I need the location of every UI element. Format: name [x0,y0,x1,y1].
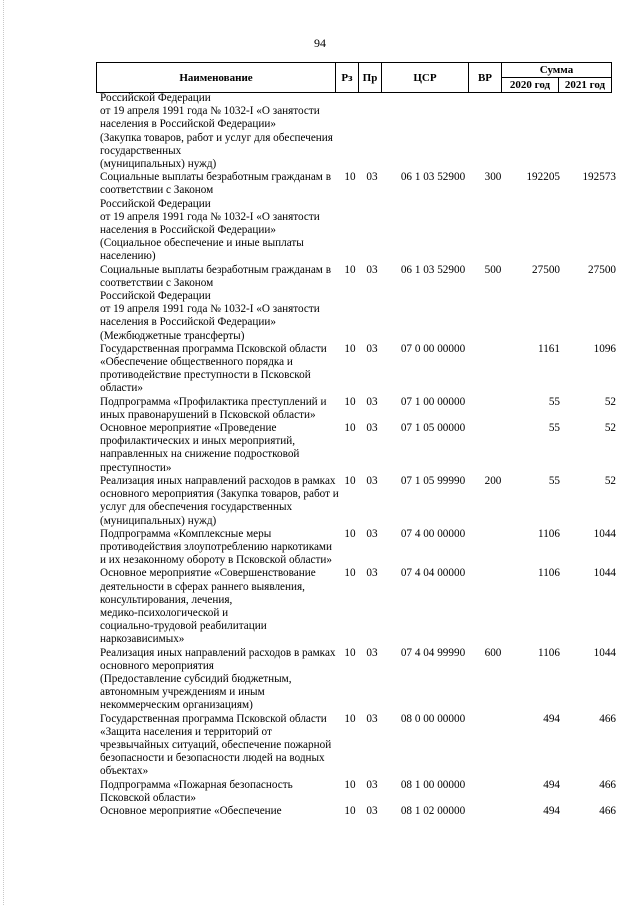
table-row [100,713,624,779]
row-y2021: 466 [599,712,616,725]
row-rz: 10 [344,263,356,276]
row-name: Подпрограмма «Пожарная безопасность Псковской области» [100,778,293,804]
row-y2021: 27500 [588,263,616,276]
row-pr: 03 [366,395,378,408]
row-y2021: 1096 [593,342,616,355]
row-rz: 10 [344,422,356,435]
row-name: Реализация иных направлений расходов в рамках основного мероприятия (Предоставление субсидий бюджетным, автономным учреждениям и иным некоммерческим организациям) [100,646,336,712]
table-row [100,647,624,713]
row-y2021: 1044 [593,646,616,659]
row-pr: 03 [366,527,378,540]
row-rz: 10 [344,474,356,487]
row-y2021: 1044 [593,567,616,580]
header-pr: Пр [359,63,382,93]
row-csr: 07 4 00 00000 [400,527,466,540]
row-name: Основное мероприятие «Проведение профилактических и иных мероприятий, направленных на снижение подростковой преступности» [100,422,300,474]
header-rz: Рз [336,63,359,93]
row-csr: 07 1 00 00000 [400,395,466,408]
table-row [100,528,624,568]
row-y2020: 192205 [526,171,560,184]
row-name: Подпрограмма «Профилактика преступлений и иных правонарушений в Псковской области» [100,395,327,421]
row-y2020: 1106 [538,527,560,540]
row-vr: 600 [484,646,502,659]
row-y2020: 55 [548,422,560,435]
row-csr: 07 4 04 00000 [400,567,466,580]
header-vr: ВР [469,63,502,93]
row-pr: 03 [366,263,378,276]
row-pr: 03 [366,171,378,184]
row-name: Реализация иных направлений расходов в рамках основного мероприятия (Закупка товаров, работ и услуг для обеспечения государственных (муниципальных) нужд) [100,474,339,527]
row-pr: 03 [366,712,378,725]
row-pr: 03 [366,804,378,817]
row-name: Основное мероприятие «Обеспечение [100,804,282,817]
row-y2021: 52 [604,422,616,435]
table-row [100,422,624,475]
header-name: Наименование [97,63,336,93]
row-rz: 10 [344,171,356,184]
row-csr: 07 4 04 99990 [400,646,466,659]
row-vr: 500 [484,263,502,276]
row-csr: 07 0 00 00000 [400,342,466,355]
row-y2021: 192573 [582,171,616,184]
table-row [100,171,624,263]
row-vr: 200 [484,474,502,487]
table-row [100,779,624,805]
row-pr: 03 [366,567,378,580]
page-number: 94 [314,36,326,50]
row-csr: 08 1 00 00000 [400,778,466,791]
table-header [96,62,612,93]
row-name: Подпрограмма «Комплексные меры противодействия злоупотреблению наркотиками и их незаконному обороту в Псковской области» [100,527,332,567]
row-csr: 07 1 05 00000 [400,422,466,435]
row-y2020: 27500 [532,263,560,276]
header-year-2021: 2021 год [559,78,612,93]
header-year-2020: 2020 год [502,78,559,93]
row-name: Российской Федерации от 19 апреля 1991 года № 1032-I «О занятости населения в Российской Федерации» (Закупка товаров, работ и услуг для обеспечения государственных (муниципальных) нужд) [100,92,333,171]
row-rz: 10 [344,395,356,408]
table-row [100,92,624,171]
row-rz: 10 [344,778,356,791]
row-rz: 10 [344,342,356,355]
row-y2020: 1161 [538,342,560,355]
row-pr: 03 [366,778,378,791]
row-y2021: 52 [604,474,616,487]
row-y2021: 1044 [593,527,616,540]
row-csr: 08 0 00 00000 [400,712,466,725]
row-y2021: 466 [599,804,616,817]
table-body [100,92,624,818]
table-row [100,805,624,818]
row-csr: 07 1 05 99990 [400,474,466,487]
row-y2020: 494 [543,778,560,791]
row-name: Государственная программа Псковской области «Защита населения и территорий от чрезвычайных ситуаций, обеспечение пожарной безопасности и безопасности людей на водных объектах» [100,712,332,778]
row-rz: 10 [344,804,356,817]
table-row [100,264,624,343]
row-name: Социальные выплаты безработным гражданам в соответствии с Законом Российской Федерации от 19 апреля 1991 года № 1032-I «О занятости населения в Российской Федерации» (Социальное обеспечение и иные выплаты населению) [100,171,331,263]
row-pr: 03 [366,474,378,487]
row-name: Основное мероприятие «Совершенствование деятельности в сферах раннего выявления, консультирования, лечения, медико-психологической и социально-трудовой реабилитации наркозависимых» [100,567,316,646]
row-rz: 10 [344,567,356,580]
row-name: Государственная программа Псковской области «Обеспечение общественного порядка и противодействие преступности в Псковской области» [100,342,327,395]
row-csr: 08 1 02 00000 [400,804,466,817]
row-csr: 06 1 03 52900 [400,171,466,184]
row-y2020: 1106 [538,567,560,580]
row-y2020: 494 [543,712,560,725]
row-y2020: 494 [543,804,560,817]
table-row [100,475,624,528]
table-row [100,567,624,646]
row-y2020: 1106 [538,646,560,659]
row-rz: 10 [344,527,356,540]
header-sum: Сумма [502,63,612,78]
row-rz: 10 [344,646,356,659]
row-vr: 300 [484,171,502,184]
scan-margin-line [3,0,4,905]
table-row [100,396,624,422]
table-row [100,343,624,396]
row-y2020: 55 [548,474,560,487]
row-pr: 03 [366,646,378,659]
row-rz: 10 [344,712,356,725]
row-name: Социальные выплаты безработным гражданам в соответствии с Законом Российской Федерации от 19 апреля 1991 года № 1032-I «О занятости населения в Российской Федерации» (Межбюджетные трансферты) [100,263,331,342]
row-csr: 06 1 03 52900 [400,263,466,276]
row-y2021: 466 [599,778,616,791]
header-csr: ЦСР [382,63,469,93]
row-y2021: 52 [604,395,616,408]
row-pr: 03 [366,342,378,355]
row-pr: 03 [366,422,378,435]
row-y2020: 55 [548,395,560,408]
